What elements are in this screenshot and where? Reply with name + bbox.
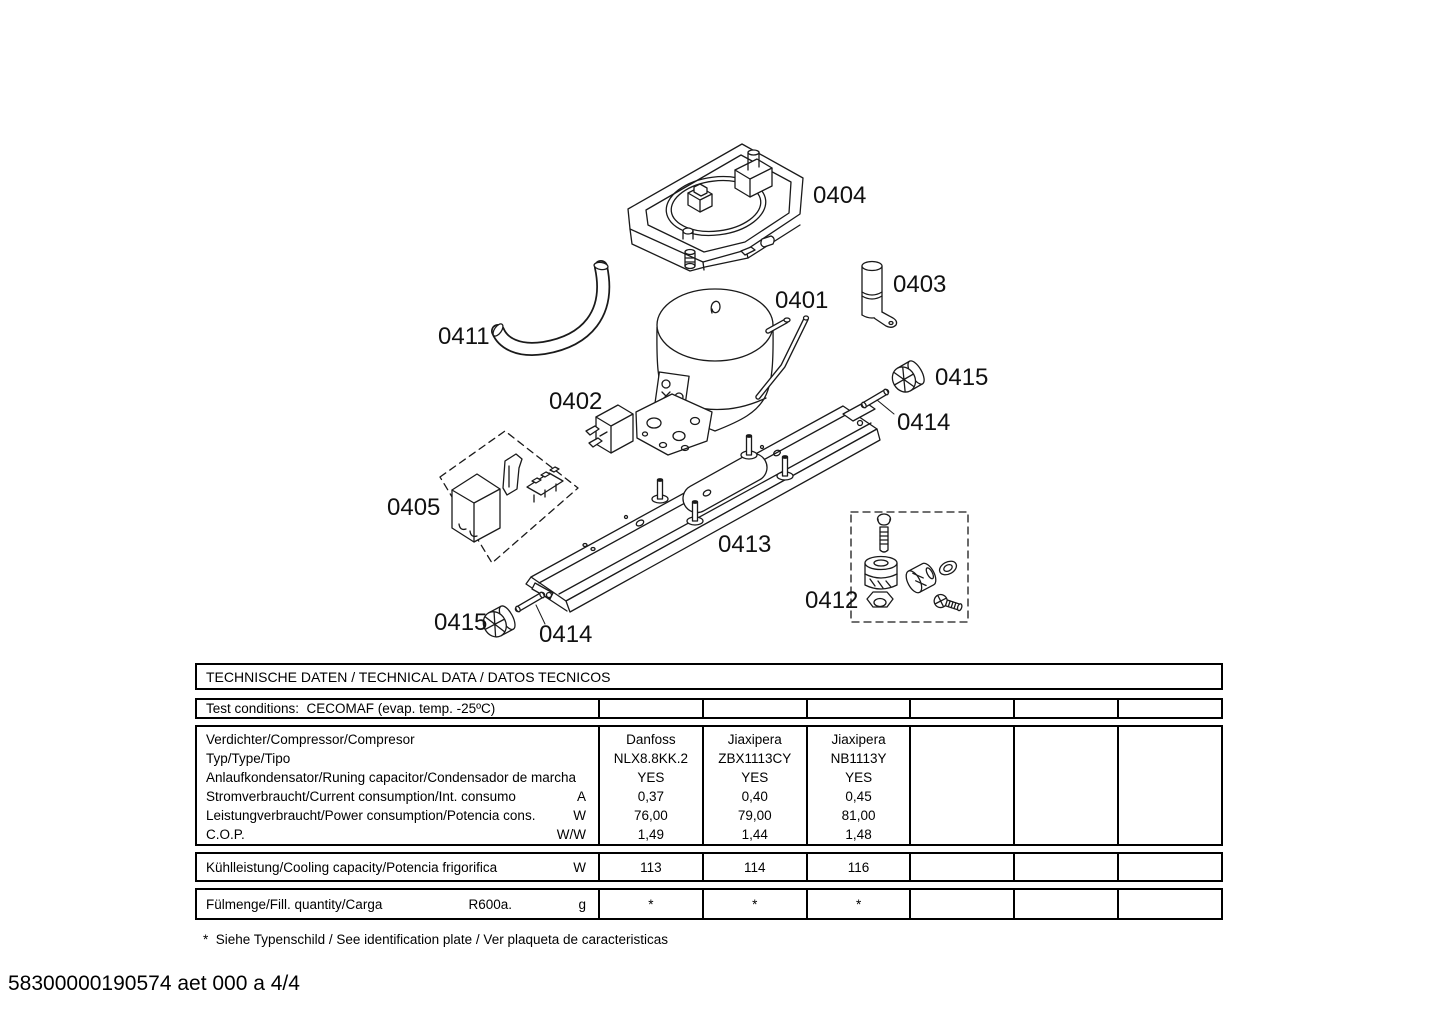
row-unit: g — [578, 896, 586, 912]
table-cell — [1119, 749, 1221, 768]
fastener-kit-drawing — [851, 512, 968, 622]
table-cell — [911, 806, 1013, 825]
table-cell: 0,40 — [741, 789, 768, 804]
table-cell: 0,45 — [845, 789, 872, 804]
table-cell — [1119, 768, 1221, 787]
fill-quantity-row — [195, 888, 1223, 920]
table-cell — [1013, 890, 1117, 918]
part-label-0415-bottom: 0415 — [434, 609, 488, 636]
table-cell — [1119, 825, 1221, 844]
table-cell: 116 — [806, 854, 910, 880]
table-cell — [702, 700, 806, 717]
table-cell: Danfoss — [626, 732, 676, 747]
exploded-parts-diagram — [375, 115, 1015, 665]
table-cell — [909, 854, 1013, 880]
row-label: Verdichter/Compressor/Compresor — [206, 732, 415, 747]
table-cell — [1013, 854, 1117, 880]
part-label-0414-top: 0414 — [897, 409, 951, 436]
table-cell — [806, 700, 910, 717]
test-conditions-label: Test conditions: CECOMAF (evap. temp. -25ºC) — [206, 701, 496, 716]
table-cell — [911, 768, 1013, 787]
cooling-capacity-row — [195, 852, 1223, 882]
table-cell: * — [598, 890, 702, 918]
data-column-4 — [909, 727, 1013, 844]
table-cell: YES — [845, 770, 873, 785]
table-cell: YES — [637, 770, 665, 785]
table-cell: * — [702, 890, 806, 918]
table-cell: 1,48 — [845, 827, 872, 842]
row-unit: W/W — [556, 827, 586, 842]
drain-pan-drawing — [628, 144, 803, 271]
part-label-0401: 0401 — [775, 287, 829, 314]
table-title: TECHNISCHE DATEN / TECHNICAL DATA / DATOS TECNICOS — [206, 668, 611, 685]
part-label-0404: 0404 — [813, 182, 867, 209]
row-unit: A — [576, 789, 586, 804]
row-unit: W — [573, 808, 586, 823]
part-label-0411: 0411 — [438, 323, 490, 350]
table-cell: 79,00 — [737, 808, 772, 823]
main-label-column — [197, 727, 598, 844]
data-column-5 — [1013, 727, 1117, 844]
data-column-3 — [806, 727, 910, 844]
data-column-1 — [598, 727, 702, 844]
wheel-top-drawing — [888, 358, 927, 396]
table-footnote: * Siehe Typenschild / See identification plate / Ver plaqueta de caracteristicas — [203, 932, 669, 947]
table-cell: NB1113Y — [830, 751, 887, 766]
table-cell: 0,37 — [637, 789, 665, 804]
table-cell — [1015, 749, 1117, 768]
table-cell: 76,00 — [634, 808, 668, 823]
table-cell: 113 — [598, 854, 702, 880]
part-label-0412: 0412 — [805, 587, 859, 614]
table-cell: * — [806, 890, 910, 918]
part-label-0403: 0403 — [893, 271, 947, 298]
table-cell — [1119, 806, 1221, 825]
table-cell: NLX8.8KK.2 — [613, 751, 689, 766]
document-number: 58300000190574 aet 000 a 4/4 — [8, 972, 300, 995]
table-cell: 1,44 — [741, 827, 768, 842]
table-cell: 1,49 — [637, 827, 665, 842]
part-label-0402: 0402 — [549, 388, 603, 415]
part-label-0414-bottom: 0414 — [539, 621, 593, 648]
technical-data-table — [195, 663, 1223, 920]
part-label-0415-top: 0415 — [935, 364, 989, 391]
table-cell: 114 — [702, 854, 806, 880]
table-cell — [909, 890, 1013, 918]
row-label: Leistungverbraucht/Power consumption/Potencia cons. — [206, 808, 536, 823]
table-cell — [911, 730, 1013, 749]
row-label: Kühlleistung/Cooling capacity/Potencia frigorifica — [206, 859, 498, 875]
table-cell: YES — [741, 770, 769, 785]
row-label: Stromverbraucht/Current consumption/Int. consumo — [206, 789, 516, 804]
table-cell: 81,00 — [841, 808, 876, 823]
refrigerant-type: R600a. — [468, 896, 513, 912]
compressor-data-box — [195, 725, 1223, 846]
table-cell — [1015, 787, 1117, 806]
table-cell — [909, 700, 1013, 717]
table-cell — [1013, 700, 1117, 717]
table-cell — [911, 825, 1013, 844]
row-unit: W — [573, 859, 586, 875]
row-label: C.O.P. — [206, 827, 245, 842]
table-cell: Jiaxipera — [727, 732, 782, 747]
data-column-2 — [702, 727, 806, 844]
table-cell — [1119, 787, 1221, 806]
part-label-0413: 0413 — [718, 531, 772, 558]
table-cell — [1015, 806, 1117, 825]
row-label: Anlaufkondensator/Runing capacitor/Condensador de marcha — [206, 770, 576, 785]
table-cell — [1015, 768, 1117, 787]
tube-drawing — [491, 262, 608, 349]
table-cell — [1117, 700, 1221, 717]
table-cell — [911, 787, 1013, 806]
data-column-6 — [1117, 727, 1221, 844]
pin-bottom-drawing — [515, 592, 545, 624]
row-label: Typ/Type/Tipo — [206, 751, 291, 766]
part-label-0405: 0405 — [387, 494, 441, 521]
table-cell — [598, 700, 702, 717]
filter-dryer-drawing — [862, 262, 897, 328]
table-cell — [1015, 825, 1117, 844]
test-conditions-row — [195, 698, 1223, 719]
table-cell — [1119, 730, 1221, 749]
table-cell: ZBX1113CY — [718, 751, 792, 766]
table-title-box — [195, 663, 1223, 690]
table-cell — [1015, 730, 1117, 749]
table-cell: Jiaxipera — [831, 732, 886, 747]
row-label: Fülmenge/Fill. quantity/Carga — [206, 896, 383, 912]
accessory-kit-drawing — [440, 431, 578, 563]
table-cell — [1117, 854, 1221, 880]
table-cell — [911, 749, 1013, 768]
table-cell — [1117, 890, 1221, 918]
